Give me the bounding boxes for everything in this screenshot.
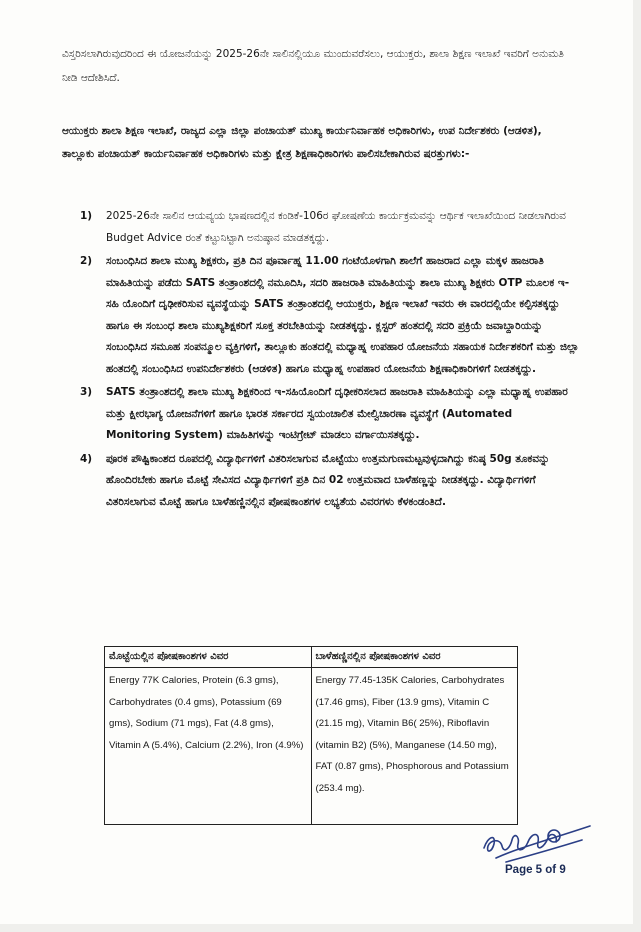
banana-nutrients-cell: Energy 77.45-135K Calories, Carbohydrates (17.46 gms), Fiber (13.9 gms), Vitamin C (21.15 mg), Vitamin B6( 25%), Riboflavin (vitamin B2) (5%), Manganese (14.50 mg), FAT (0.87 gms), Phosphorous and Potassium (253.4 mg). — [311, 668, 518, 825]
page-number: Page 5 of 9 — [505, 864, 566, 876]
banana-nutrients-header: ಬಾಳೆಹಣ್ಣಿನಲ್ಲಿನ ಪೋಷಕಾಂಶಗಳ ವಿವರ — [311, 647, 518, 668]
signature-image — [478, 818, 598, 866]
condition-text: ಪೂರಕ ಪೌಷ್ಟಿಕಾಂಶದ ರೂಪದಲ್ಲಿ ವಿದ್ಯಾರ್ಥಿಗಳಿಗೆ ವಿತರಿಸಲಾಗುವ ಮೊಟ್ಟೆಯು ಉತ್ತಮಗುಣಮಟ್ಟವುಳ್ಳದಾಗಿದ್ದು ಕನಿಷ್ಠ 50g ತೂಕವನ್ನು ಹೊಂದಿರಬೇಕು ಹಾಗೂ ಮೊಟ್ಟೆ ಸೇವಿಸದ ವಿದ್ಯಾರ್ಥಿಗಳಿಗೆ ಪ್ರತಿ ದಿನ 02 ಉತ್ತಮವಾದ ಬಾಳೆಹಣ್ಣನ್ನು ನೀಡತಕ್ಕದ್ದು. ವಿದ್ಯಾರ್ಥಿಗಳಿಗೆ ವಿತರಿಸಲಾಗುವ ಮೊಟ್ಟೆ ಹಾಗೂ ಬಾಳೆಹಣ್ಣಿನಲ್ಲಿನ ಪೋಷಕಾಂಶಗಳ ಲಭ್ಯತೆಯ ವಿವರಗಳು ಕೆಳಕಂಡಂತಿದೆ. — [106, 452, 550, 508]
table-row — [105, 668, 518, 825]
condition-number: 1) — [80, 210, 93, 222]
conditions-heading: ಆಯುಕ್ತರು ಶಾಲಾ ಶಿಕ್ಷಣ ಇಲಾಖೆ, ರಾಜ್ಯದ ಎಲ್ಲಾ ಜಿಲ್ಲಾ ಪಂಚಾಯತ್ ಮುಖ್ಯ ಕಾರ್ಯನಿರ್ವಾಹಕ ಅಧಿಕಾರಿಗಳು, ಉಪ ನಿರ್ದೇಶಕರು (ಆಡಳಿತ), ತಾಲ್ಲೂಕು ಪಂಚಾಯತ್ ಕಾರ್ಯನಿರ್ವಾಹಕ ಅಧಿಕಾರಿಗಳು ಮತ್ತು ಕ್ಷೇತ್ರ ಶಿಕ್ಷಣಾಧಿಕಾರಿಗಳು ಪಾಲಿಸಬೇಕಾಗಿರುವ ಷರತ್ತುಗಳು:- — [62, 125, 542, 160]
condition-number: 4) — [80, 452, 93, 465]
condition-text: SATS ತಂತ್ರಾಂಶದಲ್ಲಿ ಶಾಲಾ ಮುಖ್ಯ ಶಿಕ್ಷಕರಿಂದ ಇ-ಸಹಿಯೊಂದಿಗೆ ದೃಢೀಕರಿಸಲಾದ ಹಾಜರಾತಿ ಮಾಹಿತಿಯನ್ನು ಎಲ್ಲಾ ಮಧ್ಯಾಹ್ನ ಉಪಹಾರ ಮತ್ತು ಕ್ಷೀರಭಾಗ್ಯ ಯೋಜನೆಗಳಿಗೆ ಹಾಗೂ ಭಾರತ ಸರ್ಕಾರದ ಸ್ವಯಂಚಾಲಿತ ಮೇಲ್ವಿಚಾರಣಾ ವ್ಯವಸ್ಥೆಗೆ (Automated Monitoring System) ಮಾಹಿತಿಗಳನ್ನು ಇಂಟಿಗ್ರೇಟ್ ಮಾಡಲು ವರ್ಗಾಯಿಸತಕ್ಕದ್ದು. — [106, 386, 568, 441]
scan-edge-bottom — [0, 924, 641, 932]
condition-text: ಸಂಬಂಧಿಸಿದ ಶಾಲಾ ಮುಖ್ಯ ಶಿಕ್ಷಕರು, ಪ್ರತಿ ದಿನ ಪೂರ್ವಾಹ್ನ 11.00 ಗಂಟೆಯೊಳಗಾಗಿ ಶಾಲೆಗೆ ಹಾಜರಾದ ಎಲ್ಲಾ ಮಕ್ಕಳ ಹಾಜರಾತಿ ಮಾಹಿತಿಯನ್ನು ಪಡೆದು SATS ತಂತ್ರಾಂಶದಲ್ಲಿ ನಮೂದಿಸಿ, ಸದರಿ ಹಾಜರಾತಿ ಮಾಹಿತಿಯನ್ನು ಶಾಲಾ ಮುಖ್ಯ ಶಿಕ್ಷಕರು OTP ಮೂಲಕ ಇ-ಸಹಿ ಯೊಂದಿಗೆ ದೃಢೀಕರಿಸುವ ವ್ಯವಸ್ಥೆಯನ್ನು SATS ತಂತ್ರಾಂಶದಲ್ಲಿ ಆಯುಕ್ತರು, ಶಿಕ್ಷಣ ಇಲಾಖೆ ಇವರು ಈ ವಾರದಲ್ಲಿಯೇ ಕಲ್ಪಿಸತಕ್ಕದ್ದು ಹಾಗೂ ಈ ಸಂಬಂಧ ಶಾಲಾ ಮುಖ್ಯಶಿಕ್ಷಕರಿಗೆ ಸೂಕ್ತ ತರಬೇತಿಯನ್ನು ನೀಡತಕ್ಕದ್ದು. ಕ್ಲಸ್ಟರ್ ಹಂತದಲ್ಲಿ ಸದರಿ ಪ್ರಕ್ರಿಯೆ ಜವಾಬ್ದಾರಿಯನ್ನು ಸಂಬಂಧಿಸಿದ ಸಮೂಹ ಸಂಪನ್ಮೂಲ ವ್ಯಕ್ತಿಗಳಿಗೆ, ತಾಲ್ಲೂಕು ಹಂತದಲ್ಲಿ ಮಧ್ಯಾಹ್ನ ಉಪಹಾರ ಯೋಜನೆಯ ಸಹಾಯಕ ನಿರ್ದೇಶಕರಿಗೆ ಮತ್ತು ಜಿಲ್ಲಾ ಹಂತದಲ್ಲಿ ಸಂಬಂಧಿಸಿದ ಉಪನಿರ್ದೇಶಕರು (ಆಡಳಿತ) ಹಾಗೂ ಮಧ್ಯಾಹ್ನ ಉಪಹಾರ ಯೋಜನೆಯ ಶಿಕ್ಷಣಾಧಿಕಾರಿಗಳಿಗೆ ನೀಡತಕ್ಕದ್ದು. — [106, 255, 579, 375]
condition-item-4 — [80, 449, 580, 514]
intro-paragraph: ವಿಸ್ತರಿಸಲಾಗಿರುವುದರಿಂದ ಈ ಯೋಜನೆಯನ್ನು 2025-26ನೇ ಸಾಲಿನಲ್ಲಿಯೂ ಮುಂದುವರೆಸಲು, ಆಯುಕ್ತರು, ಶಾಲಾ ಶಿಕ್ಷಣ ಇಲಾಖೆ ಇವರಿಗೆ ಅನುಮತಿ ನೀಡಿ ಆದೇಶಿಸಿದೆ. — [62, 48, 564, 84]
table-header-row — [105, 647, 518, 668]
egg-nutrients-header: ಮೊಟ್ಟೆಯಲ್ಲಿನ ಪೋಷಕಾಂಶಗಳ ವಿವರ — [105, 647, 312, 668]
condition-item-2 — [80, 251, 580, 380]
nutrition-table — [104, 646, 518, 825]
condition-number: 2) — [80, 255, 93, 267]
condition-number: 3) — [80, 386, 93, 398]
scan-edge-right — [633, 0, 641, 932]
egg-nutrients-cell: Energy 77K Calories, Protein (6.3 gms), Carbohydrates (0.4 gms), Potassium (69 gms), Sodium (71 mgs), Fat (4.8 gms), Vitamin A (5.4%), Calcium (2.2%), Iron (4.9%) — [105, 668, 312, 825]
condition-item-3 — [80, 382, 580, 447]
condition-text: 2025-26ನೇ ಸಾಲಿನ ಆಯವ್ಯಯ ಭಾಷಣದಲ್ಲಿನ ಕಂಡಿಕೆ-106ರ ಘೋಷಣೆಯ ಕಾರ್ಯಕ್ರಮವನ್ನು ಆರ್ಥಿಕ ಇಲಾಖೆಯಿಂದ ನೀಡಲಾಗಿರುವ Budget Advice ರಂತೆ ಕಟ್ಟುನಿಟ್ಟಾಗಿ ಅನುಷ್ಠಾನ ಮಾಡತಕ್ಕದ್ದು. — [106, 210, 566, 244]
condition-item-1 — [80, 206, 580, 249]
conditions-list — [80, 206, 580, 515]
